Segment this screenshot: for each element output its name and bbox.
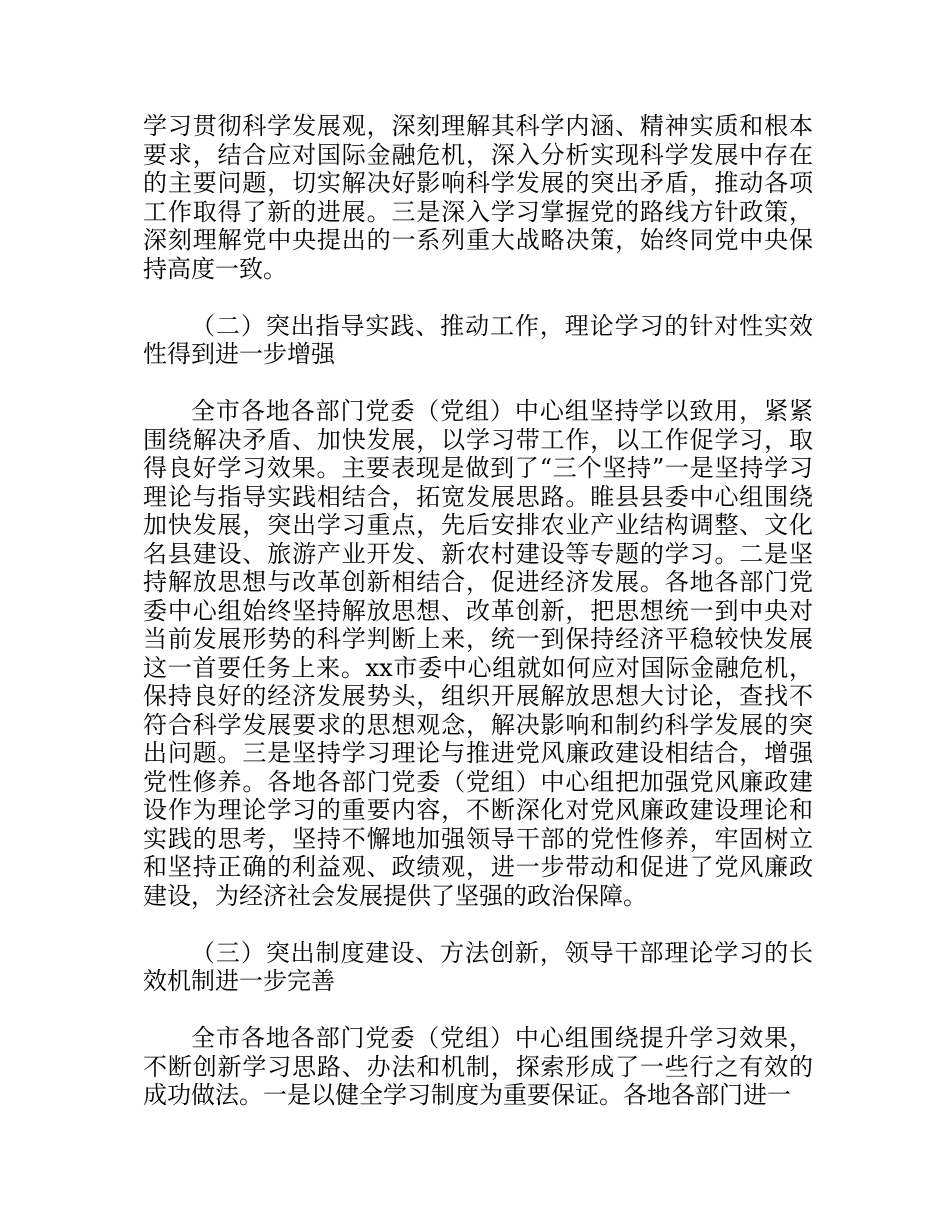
paragraph-continuation: 学习贯彻科学发展观，深刻理解其科学内涵、精神实质和根本要求，结合应对国际金融危机，深入分析实现科学发展中存在的主要问题，切实解决好影响科学发展的突出矛盾，推动各项工作取得了新的进展。三是深入学习掌握党的路线方针政策，深刻理解党中央提出的一系列重大战略决策，始终同党中央保持高度一致。 <box>143 112 813 283</box>
paragraph-body: 全市各地各部门党委（党组）中心组围绕提升学习效果，不断创新学习思路、办法和机制，探索形成了一些行之有效的成功做法。一是以健全学习制度为重要保证。各地各部门进一 <box>143 1024 813 1109</box>
section-heading-three: （三）突出制度建设、方法创新，领导干部理论学习的长效机制进一步完善 <box>143 938 813 995</box>
section-heading-two: （二）突出指导实践、推动工作，理论学习的针对性实效性得到进一步增强 <box>143 311 813 368</box>
paragraph-body: 全市各地各部门党委（党组）中心组坚持学以致用，紧紧围绕解决矛盾、加快发展，以学习带工作，以工作促学习，取得良好学习效果。主要表现是做到了“三个坚持”一是坚持学习理论与指导实践相结合，拓宽发展思路。睢县县委中心组围绕加快发展，突出学习重点，先后安排农业产业结构调整、文化名县建设、旅游产业开发、新农村建设等专题的学习。二是坚持解放思想与改革创新相结合，促进经济发展。各地各部门党委中心组始终坚持解放思想、改革创新，把思想统一到中央对当前发展形势的科学判断上来，统一到保持经济平稳较快发展这一首要任务上来。xx市委中心组就如何应对国际金融危机，保持良好的经济发展势头，组织开展解放思想大讨论，查找不符合科学发展要求的思想观念，解决影响和制约科学发展的突出问题。三是坚持学习理论与推进党风廉政建设相结合，增强党性修养。各地各部门党委（党组）中心组把加强党风廉政建设作为理论学习的重要内容，不断深化对党风廉政建设理论和实践的思考，坚持不懈地加强领导干部的党性修养，牢固树立和坚持正确的利益观、政绩观，进一步带动和促进了党风廉政建设，为经济社会发展提供了坚强的政治保障。 <box>143 397 813 910</box>
document-body <box>143 112 813 1110</box>
